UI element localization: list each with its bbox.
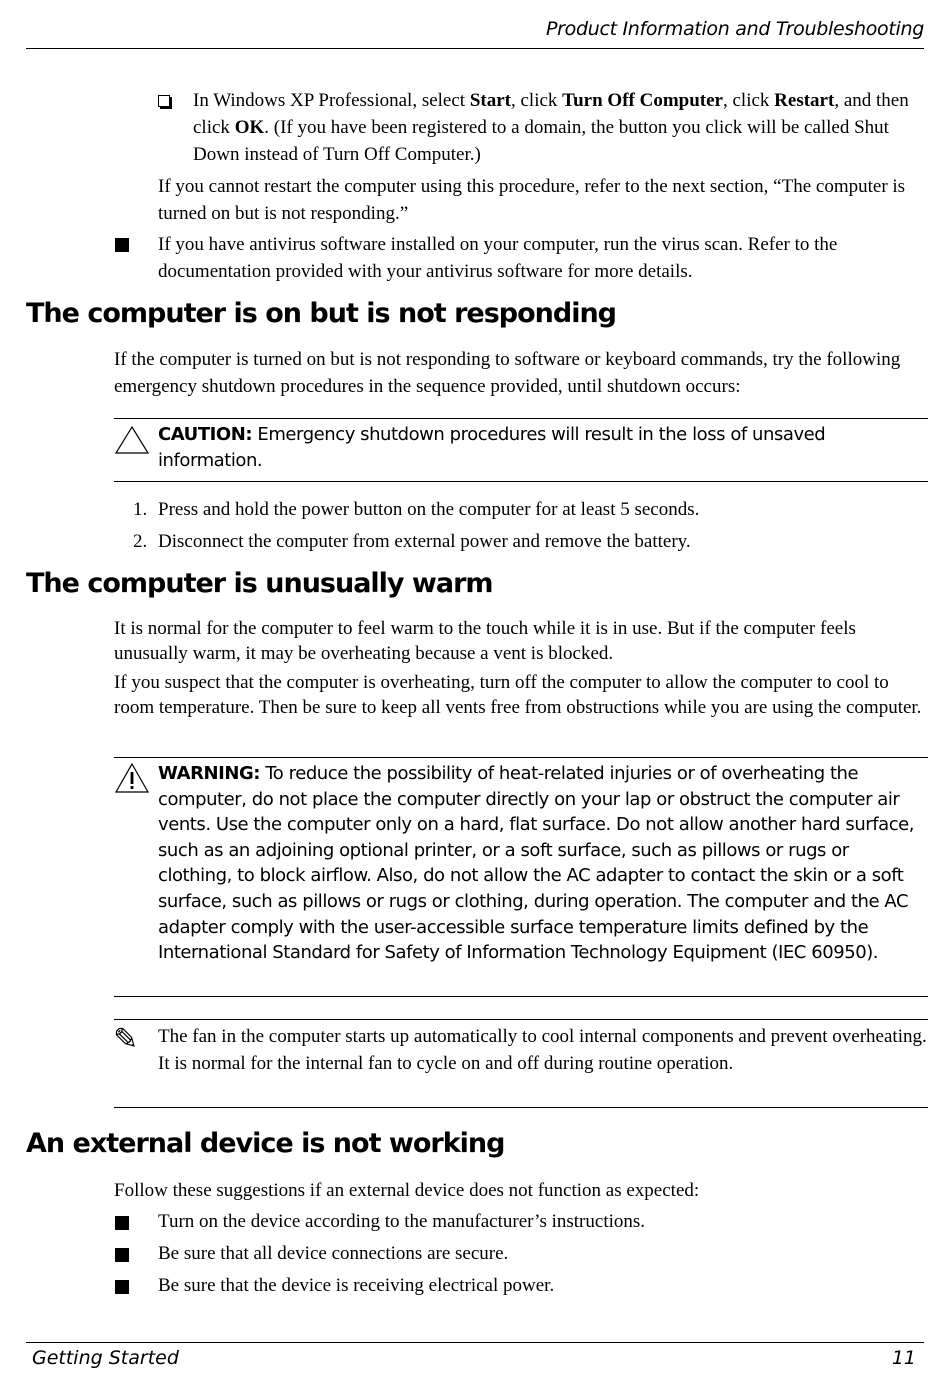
cannot-restart-paragraph: If you cannot restart the computer using this procedure, refer to the next section, “The computer is turned on but is not responding.” <box>158 176 906 224</box>
note-bottom-rule <box>114 1107 928 1108</box>
square-bullet-icon <box>115 238 129 252</box>
ok-label: OK <box>234 117 265 138</box>
note-pencil-icon: ✎ <box>113 1022 139 1057</box>
turn-off-computer-label: Turn Off Computer <box>562 90 723 111</box>
fan-note: The fan in the computer starts up automatically to cool internal components and prevent overheating. It is normal for the internal fan to cycle on and off during routine operation. <box>158 1026 927 1074</box>
warning-bottom-rule <box>114 996 928 997</box>
external-bullet: Turn on the device according to the manufacturer’s instructions. <box>158 1211 646 1232</box>
footer-title: Getting Started <box>32 1347 179 1369</box>
warning-top-rule <box>114 757 928 758</box>
antivirus-bullet: If you have antivirus software installed on your computer, run the virus scan. Refer to the documentation provided with your antivirus software for more details. <box>158 234 838 282</box>
restart-label: Restart <box>774 90 835 111</box>
page-number: 11 <box>891 1347 916 1369</box>
step-number: 1. <box>133 499 148 520</box>
step-number: 2. <box>133 531 148 552</box>
caution-notice: CAUTION: Emergency shutdown procedures will result in the loss of unsaved information. <box>158 424 826 471</box>
warning-label: WARNING: <box>158 763 261 784</box>
not-responding-intro: If the computer is turned on but is not responding to software or keyboard commands, try the following emergency shutdown procedures in the sequence provided, until shutdown occurs: <box>114 349 901 397</box>
xp-restart-instruction: In Windows XP Professional, select Start, click Turn Off Computer, click Restart, and then click OK. (If you have been registered to a domain, the button you click will be called Shut Down instead of Turn Off Computer.) <box>193 90 909 165</box>
external-bullet: Be sure that the device is receiving electrical power. <box>158 1275 555 1296</box>
warm-paragraph-1: It is normal for the computer to feel warm to the touch while it is in use. But if the computer feels unusually warm, it may be overheating because a vent is blocked. <box>114 618 856 664</box>
warning-triangle-icon <box>114 762 150 794</box>
heading-not-responding: The computer is on but is not responding <box>26 298 617 329</box>
note-top-rule <box>114 1019 928 1020</box>
warm-paragraph-2: If you suspect that the computer is overheating, turn off the computer to allow the computer to cool to room temperature. Then be sure to keep all vents free from obstructions while you are using the computer. <box>114 672 922 718</box>
external-intro: Follow these suggestions if an external device does not function as expected: <box>114 1180 700 1201</box>
page-footer <box>26 1342 924 1377</box>
square-bullet-icon <box>115 1280 129 1294</box>
caution-label: CAUTION: <box>158 424 253 445</box>
square-bullet-icon <box>115 1216 129 1230</box>
heading-unusually-warm: The computer is unusually warm <box>26 568 493 599</box>
caution-top-rule <box>114 418 928 419</box>
page-header <box>26 18 924 49</box>
square-bullet-icon <box>115 1248 129 1262</box>
start-label: Start <box>469 90 511 111</box>
caution-bottom-rule <box>114 481 928 482</box>
step-text: Disconnect the computer from external power and remove the battery. <box>158 531 691 552</box>
checkbox-bullet-icon <box>158 95 170 107</box>
header-title: Product Information and Troubleshooting <box>545 18 924 40</box>
external-bullet: Be sure that all device connections are secure. <box>158 1243 509 1264</box>
caution-triangle-icon <box>114 425 150 455</box>
step-text: Press and hold the power button on the computer for at least 5 seconds. <box>158 499 700 520</box>
heading-external-device: An external device is not working <box>26 1128 505 1159</box>
warning-notice: WARNING: To reduce the possibility of heat-related injuries or of overheating the computer, do not place the computer directly on your lap or obstruct the computer air vents. Use the computer only on a hard, flat surface. Do not allow another hard surface, such as an adjoining optional printer, or a soft surface, such as pillows or rugs or clothing, to block airflow. Also, do not allow the AC adapter to contact the skin or a soft surface, such as pillows or rugs or clothing, during operation. The computer and the AC adapter comply with the user-accessible surface temperature limits defined by the International Standard for Safety of Information Technology Equipment (IEC 60950). <box>158 763 915 964</box>
